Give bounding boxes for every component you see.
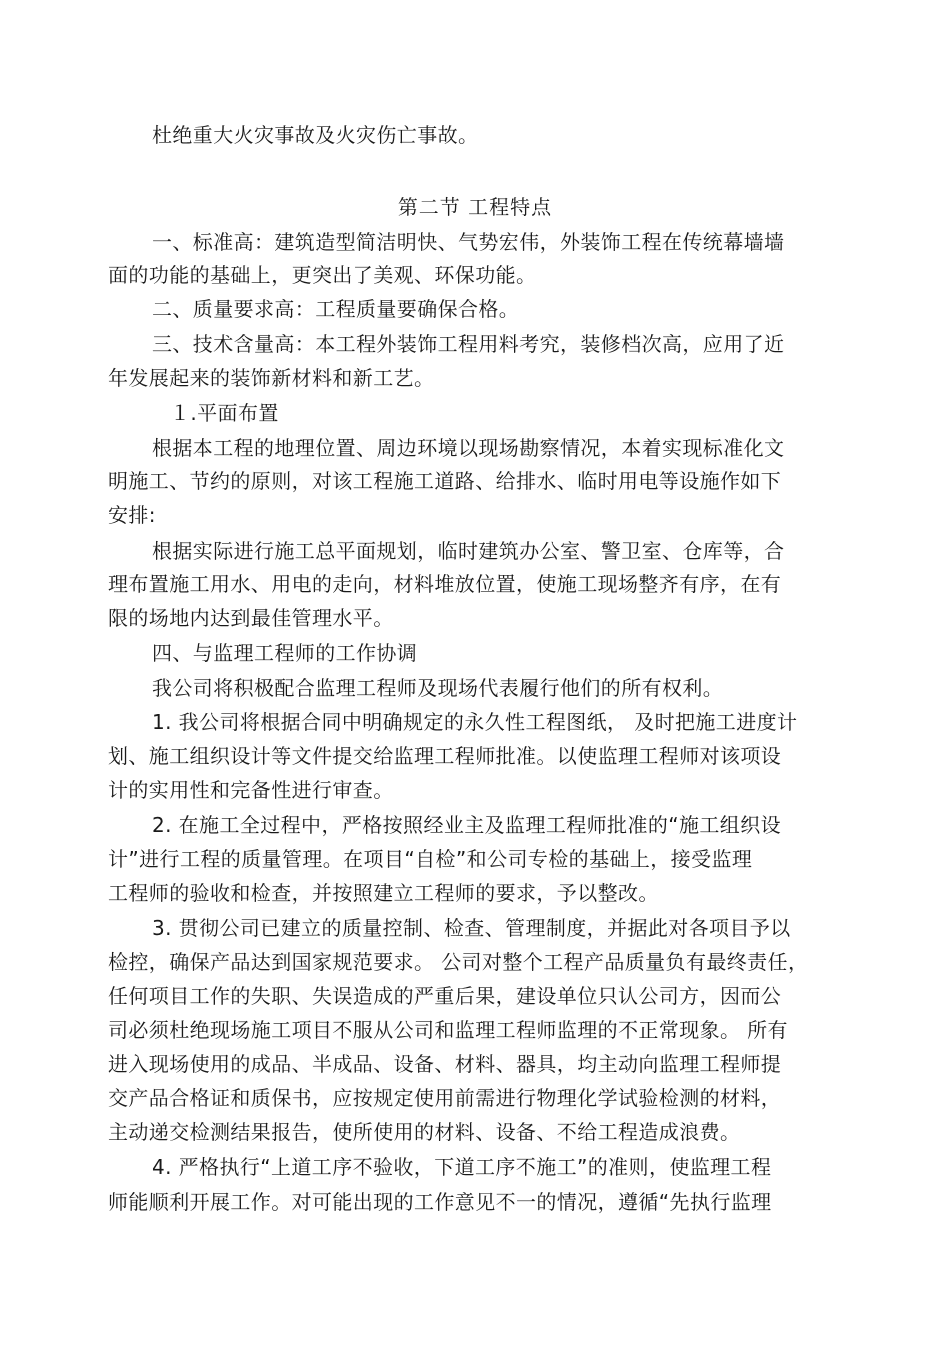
text-line: 检控，确保产品达到国家规范要求。 公司对整个工程产品质量负有最终责任， <box>108 950 809 974</box>
text-line: 2. 在施工全过程中，严格按照经业主及监理工程师批准的“施工组织设 <box>152 813 782 837</box>
text-line: 计”进行工程的质量管理。在项目“自检”和公司专检的基础上，接受监理 <box>108 847 753 871</box>
text-line: 工程师的验收和检查，并按照建立工程师的要求，予以整改。 <box>108 881 659 905</box>
text-line: 杜绝重大火灾事故及火灾伤亡事故。 <box>152 123 479 147</box>
text-line: 根据实际进行施工总平面规划，临时建筑办公室、警卫室、仓库等，合 <box>152 539 785 563</box>
text-line: 理布置施工用水、用电的走向，材料堆放位置，使施工现场整齐有序，在有 <box>108 572 782 596</box>
text-line: 进入现场使用的成品、半成品、设备、材料、器具，均主动向监理工程师提 <box>108 1052 782 1076</box>
text-line: 3. 贯彻公司已建立的质量控制、检查、管理制度，并据此对各项目予以 <box>152 916 791 940</box>
text-line: 主动递交检测结果报告，使所使用的材料、设备、不给工程造成浪费。 <box>108 1120 741 1144</box>
text-line: 1. 我公司将根据合同中明确规定的永久性工程图纸， 及时把施工进度计 <box>152 710 798 734</box>
text-line: 任何项目工作的失职、失误造成的严重后果，建设单位只认公司方，因而公 <box>108 984 782 1008</box>
text-line: 司必须杜绝现场施工项目不服从公司和监理工程师监理的不正常现象。 所有 <box>108 1018 788 1042</box>
subheading: 四、与监理工程师的工作协调 <box>152 641 418 665</box>
text-line: 师能顺利开展工作。对可能出现的工作意见不一的情况，遵循“先执行监理 <box>108 1190 772 1214</box>
text-line: 三、技术含量高：本工程外装饰工程用料考究，装修档次高，应用了近 <box>152 332 785 356</box>
text-line: 划、施工组织设计等文件提交给监理工程师批准。以使监理工程师对该项设 <box>108 744 782 768</box>
text-line: 年发展起来的装饰新材料和新工艺。 <box>108 366 435 390</box>
text-line: 明施工、节约的原则，对该工程施工道路、给排水、临时用电等设施作如下 <box>108 469 782 493</box>
text-line: 一、标准高：建筑造型简洁明快、气势宏伟，外装饰工程在传统幕墙墙 <box>152 230 785 254</box>
text-line: 我公司将积极配合监理工程师及现场代表履行他们的所有权利。 <box>152 676 724 700</box>
text-line: 计的实用性和完备性进行审查。 <box>108 778 394 802</box>
section-title: 第二节 工程特点 <box>397 195 553 219</box>
text-line: 交产品合格证和质保书，应按规定使用前需进行物理化学试验检测的材料， <box>108 1086 782 1110</box>
text-line: 面的功能的基础上，更突出了美观、环保功能。 <box>108 263 537 287</box>
subheading: １.平面布置 <box>170 401 279 425</box>
text-line: 限的场地内达到最佳管理水平。 <box>108 606 394 630</box>
text-line: 4. 严格执行“上道工序不验收，下道工序不施工”的准则，使监理工程 <box>152 1155 772 1179</box>
text-line: 安排: <box>108 503 156 527</box>
text-line: 二、质量要求高：工程质量要确保合格。 <box>152 297 520 321</box>
text-line: 根据本工程的地理位置、周边环境以现场勘察情况，本着实现标准化文 <box>152 436 785 460</box>
